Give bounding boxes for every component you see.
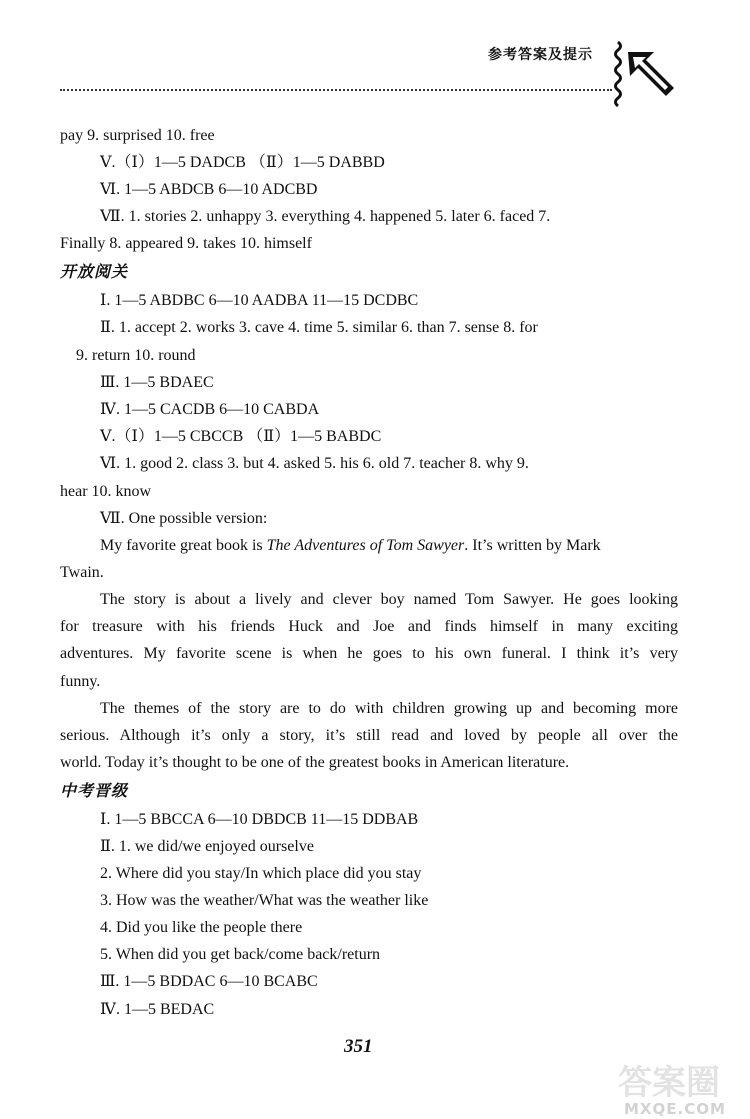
- essay-line: world. Today it’s thought to be one of the greatest books in American literature.: [60, 754, 570, 771]
- answer-line: Ⅶ. 1. stories 2. unhappy 3. everything 4. happened 5. later 6. faced 7.: [100, 208, 551, 225]
- essay-line: adventures. My favorite scene is when he goes to his own funeral. I think it’s very: [60, 645, 678, 662]
- answer-line: Ⅱ. 1. accept 2. works 3. cave 4. time 5. similar 6. than 7. sense 8. for: [100, 319, 538, 336]
- answer-line: Ⅶ. One possible version:: [100, 510, 268, 527]
- answer-line: Ⅳ. 1—5 CACDB 6—10 CABDA: [100, 401, 320, 418]
- essay-line: Twain.: [60, 564, 104, 581]
- answer-line: Ⅰ. 1—5 BBCCA 6—10 DBDCB 11—15 DDBAB: [100, 811, 419, 828]
- answer-line: Ⅲ. 1—5 BDDAC 6—10 BCABC: [100, 973, 318, 990]
- section-heading: 开放阅关: [60, 262, 129, 281]
- answer-line: hear 10. know: [60, 483, 152, 500]
- essay-line: [100, 536, 601, 556]
- answer-line: Ⅳ. 1—5 BEDAC: [100, 1001, 215, 1018]
- answer-line: pay 9. surprised 10. free: [60, 127, 215, 144]
- essay-line: The themes of the story are to do with children growing up and becoming more: [100, 700, 678, 717]
- essay-line: The story is about a lively and clever boy named Tom Sawyer. He goes looking: [100, 591, 678, 608]
- watermark-text: 答案圈: [618, 1063, 720, 1103]
- section-heading: 中考晋级: [60, 781, 129, 800]
- answer-line: Ⅰ. 1—5 ABDBC 6—10 AADBA 11—15 DCDBC: [100, 292, 419, 309]
- answer-line: 3. How was the weather/What was the weather like: [100, 892, 429, 909]
- answer-line: Ⅴ.（Ⅰ）1—5 CBCCB （Ⅱ）1—5 BABDC: [100, 428, 382, 445]
- header-dotted-rule: [60, 89, 612, 91]
- answer-line: Finally 8. appeared 9. takes 10. himself: [60, 235, 312, 252]
- essay-line: funny.: [60, 673, 101, 690]
- answer-line: Ⅱ. 1. we did/we enjoyed ourselve: [100, 838, 314, 855]
- essay-text: My favorite great book is: [100, 537, 267, 554]
- answer-line: Ⅴ.（Ⅰ）1—5 DADCB （Ⅱ）1—5 DABBD: [100, 154, 385, 171]
- answer-line: Ⅵ. 1. good 2. class 3. but 4. asked 5. his 6. old 7. teacher 8. why 9.: [100, 455, 529, 472]
- answer-line: 9. return 10. round: [76, 347, 196, 364]
- answer-line: Ⅵ. 1—5 ABDCB 6—10 ADCBD: [100, 181, 318, 198]
- essay-text: . It’s written by Mark: [464, 537, 601, 554]
- arrow-decoration-icon: [608, 40, 680, 112]
- answer-line: 4. Did you like the people there: [100, 919, 303, 936]
- essay-line: serious. Although it’s only a story, it’s still read and loved by people all over the: [60, 727, 678, 744]
- running-header-title: 参考答案及提示: [488, 47, 593, 63]
- answer-line: 5. When did you get back/come back/return: [100, 946, 381, 963]
- answer-line: Ⅲ. 1—5 BDAEC: [100, 374, 214, 391]
- answer-line: 2. Where did you stay/In which place did you stay: [100, 865, 422, 882]
- page-number: 351: [344, 1036, 373, 1057]
- watermark-url: MXQE.COM: [624, 1100, 726, 1118]
- book-title: The Adventures of Tom Sawyer: [266, 537, 465, 554]
- essay-line: for treasure with his friends Huck and Joe and finds himself in many exciting: [60, 618, 678, 635]
